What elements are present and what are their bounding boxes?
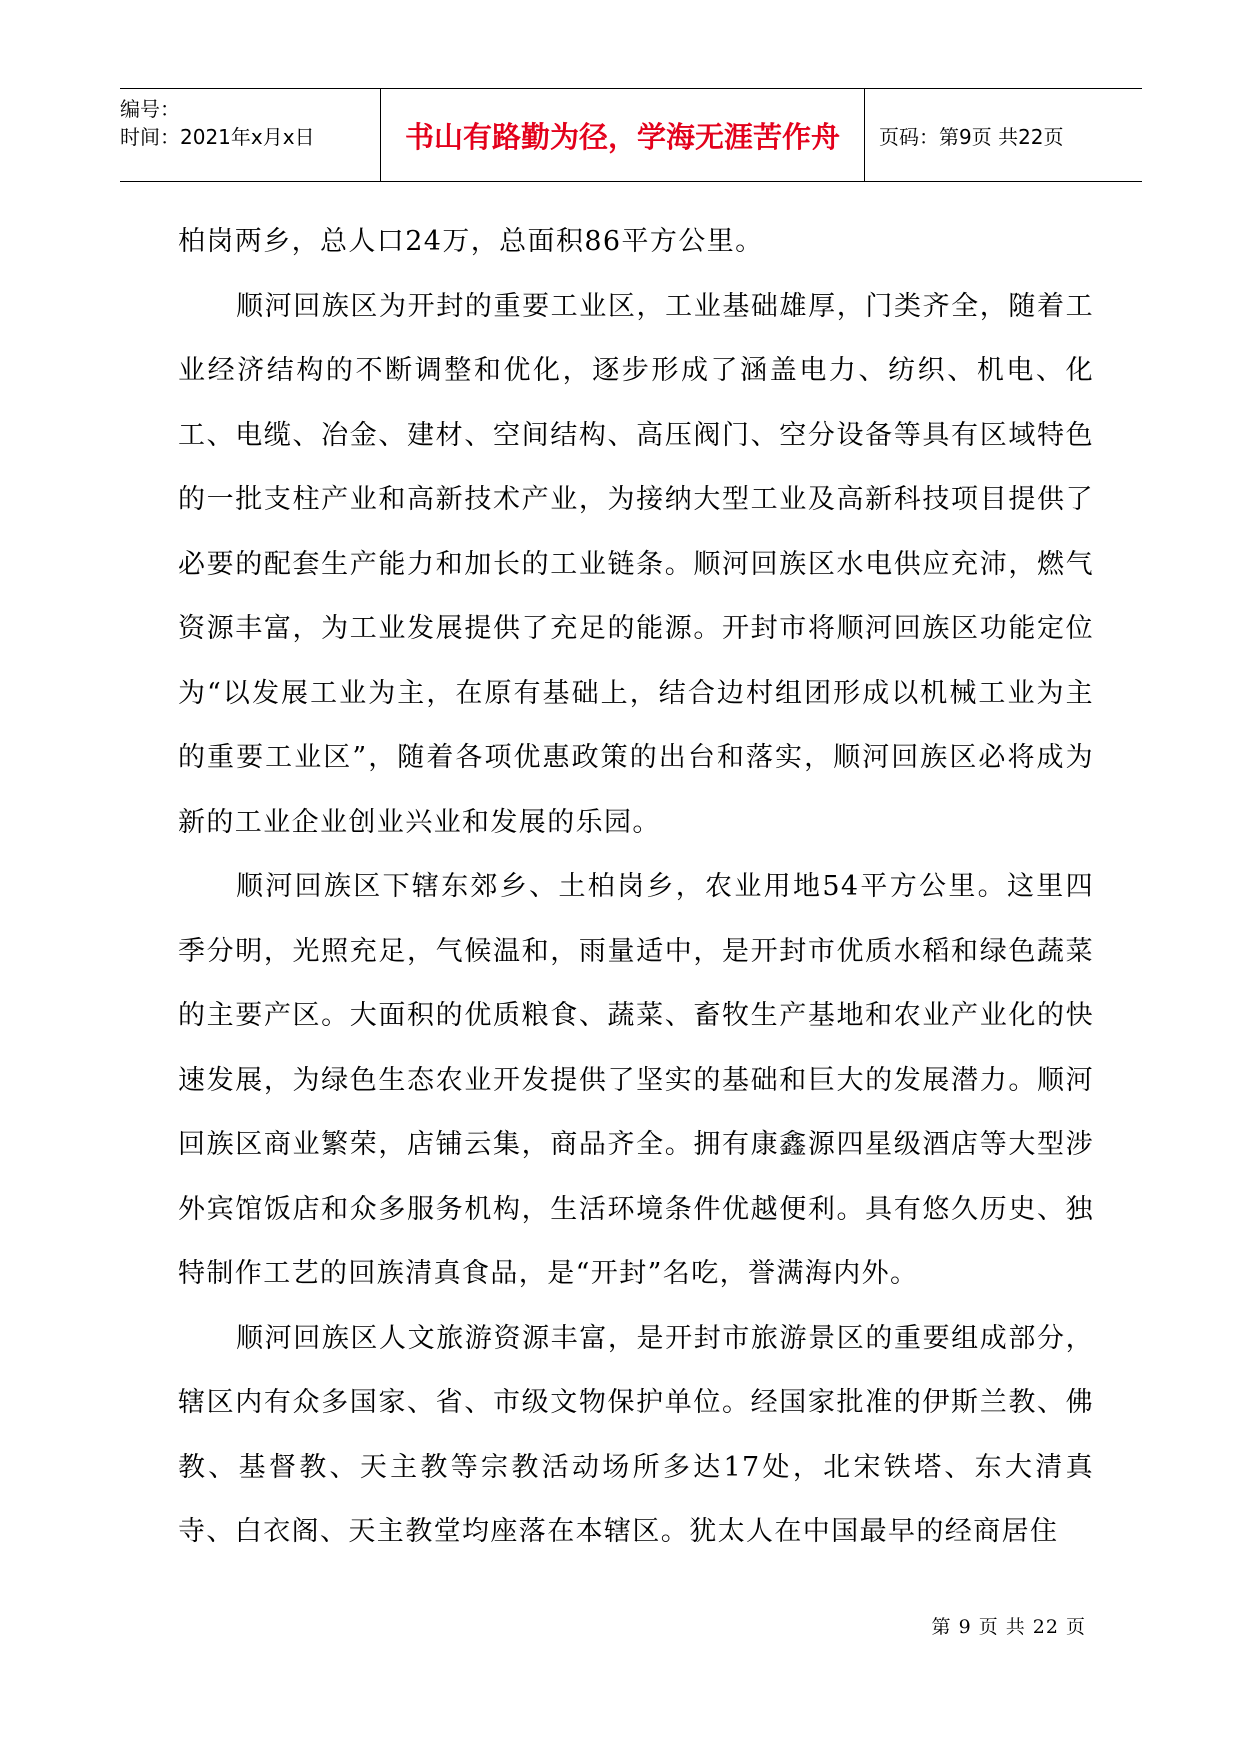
paragraph-agriculture-commerce: 顺河回族区下辖东郊乡、土柏岗乡，农业用地54平方公里。这里四季分明，光照充足，气候温和，雨量适中，是开封市优质水稻和绿色蔬菜的主要产区。大面积的优质粮食、蔬菜、畜牧生产基地和农业产业化的快速发展，为绿色生态农业开发提供了坚实的基础和巨大的发展潜力。顺河回族区商业繁荣，店铺云集，商品齐全。拥有康鑫源四星级酒店等大型涉外宾馆饭店和众多服务机构，生活环境条件优越便利。具有悠久历史、独特制作工艺的回族清真食品，是“开封”名吃，誉满海内外。 bbox=[178, 871, 1094, 1289]
header-page-cell bbox=[865, 89, 1142, 181]
document-time-label: 时间：2021年x月x日 bbox=[120, 125, 315, 149]
header-page-number: 页码：第9页 共22页 bbox=[879, 124, 1064, 149]
header-motto: 书山有路勤为径，学海无涯苦作舟 bbox=[404, 119, 840, 154]
document-number-label: 编号： bbox=[120, 97, 180, 121]
paragraph-tourism: 顺河回族区人文旅游资源丰富，是开封市旅游景区的重要组成部分，辖区内有众多国家、省、市级文物保护单位。经国家批准的伊斯兰教、佛教、基督教、天主教等宗教活动场所多达17处，北宋铁塔、东大清真寺、白衣阁、天主教堂均座落在本辖区。犹太人在中国最早的经商居住 bbox=[178, 1322, 1094, 1547]
paragraph-continued: 柏岗两乡，总人口24万，总面积86平方公里。 bbox=[178, 226, 764, 257]
page-footer: 第 9 页 共 22 页 bbox=[931, 1616, 1086, 1638]
header-motto-cell bbox=[380, 89, 865, 181]
page-header bbox=[120, 88, 1142, 182]
header-meta bbox=[120, 89, 380, 181]
document-body bbox=[178, 210, 1094, 1565]
paragraph-industry: 顺河回族区为开封的重要工业区，工业基础雄厚，门类齐全，随着工业经济结构的不断调整和优化，逐步形成了涵盖电力、纺织、机电、化工、电缆、冶金、建材、空间结构、高压阀门、空分设备等具有区域特色的一批支柱产业和高新技术产业，为接纳大型工业及高新科技项目提供了必要的配套生产能力和加长的工业链条。顺河回族区水电供应充沛，燃气资源丰富，为工业发展提供了充足的能源。开封市将顺河回族区功能定位为“以发展工业为主，在原有基础上，结合边村组团形成以机械工业为主的重要工业区”，随着各项优惠政策的出台和落实，顺河回族区必将成为新的工业企业创业兴业和发展的乐园。 bbox=[178, 290, 1094, 838]
